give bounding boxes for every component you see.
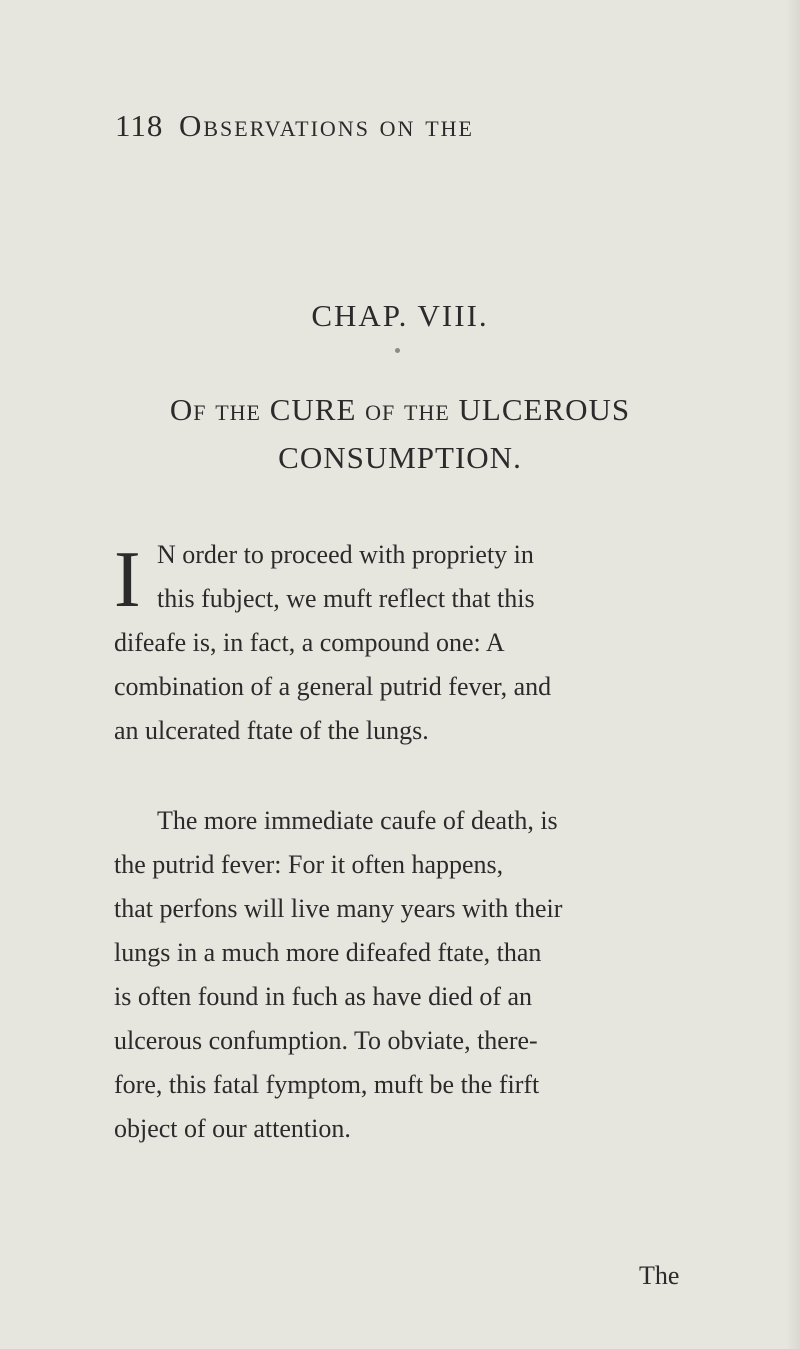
paragraph-2-line: lungs in a much more difeafed ftate, than bbox=[114, 938, 542, 967]
paragraph-1-line: N order to proceed with propriety in bbox=[157, 540, 534, 569]
running-title: Observations on the bbox=[179, 108, 474, 143]
page-edge-shadow bbox=[786, 0, 800, 1349]
paragraph-2-line: The more immediate caufe of death, is bbox=[157, 806, 558, 835]
chapter-title-line-2: CONSUMPTION. bbox=[278, 440, 522, 475]
drop-cap: I bbox=[114, 536, 141, 624]
page-number: 118 bbox=[115, 108, 164, 143]
paragraph-2-line: is often found in fuch as have died of an bbox=[114, 982, 533, 1011]
paragraph-2-line: fore, this fatal fymptom, muft be the firft bbox=[114, 1070, 540, 1099]
paragraph-1-line: combination of a general putrid fever, and bbox=[114, 672, 552, 701]
paragraph-2-line: ulcerous confumption. To obviate, there- bbox=[114, 1026, 538, 1055]
paragraph-1-line: an ulcerated ftate of the lungs. bbox=[114, 716, 429, 745]
paragraph-2-line: that perfons will live many years with their bbox=[114, 894, 563, 923]
chapter-title-line-1: Of the CURE of the ULCEROUS bbox=[169, 392, 631, 427]
paragraph-2-line: the putrid fever: For it often happens, bbox=[114, 850, 504, 879]
chapter-heading: CHAP. VIII. bbox=[311, 298, 489, 333]
chapter-ornament bbox=[395, 348, 400, 353]
paragraph-1-line: difeafe is, in fact, a compound one: A bbox=[114, 628, 505, 657]
paragraph-1-line: this fubject, we muft reflect that this bbox=[157, 584, 535, 613]
catchword: The bbox=[639, 1261, 680, 1290]
running-head bbox=[115, 108, 635, 152]
paragraph-2-line: object of our attention. bbox=[114, 1114, 351, 1143]
